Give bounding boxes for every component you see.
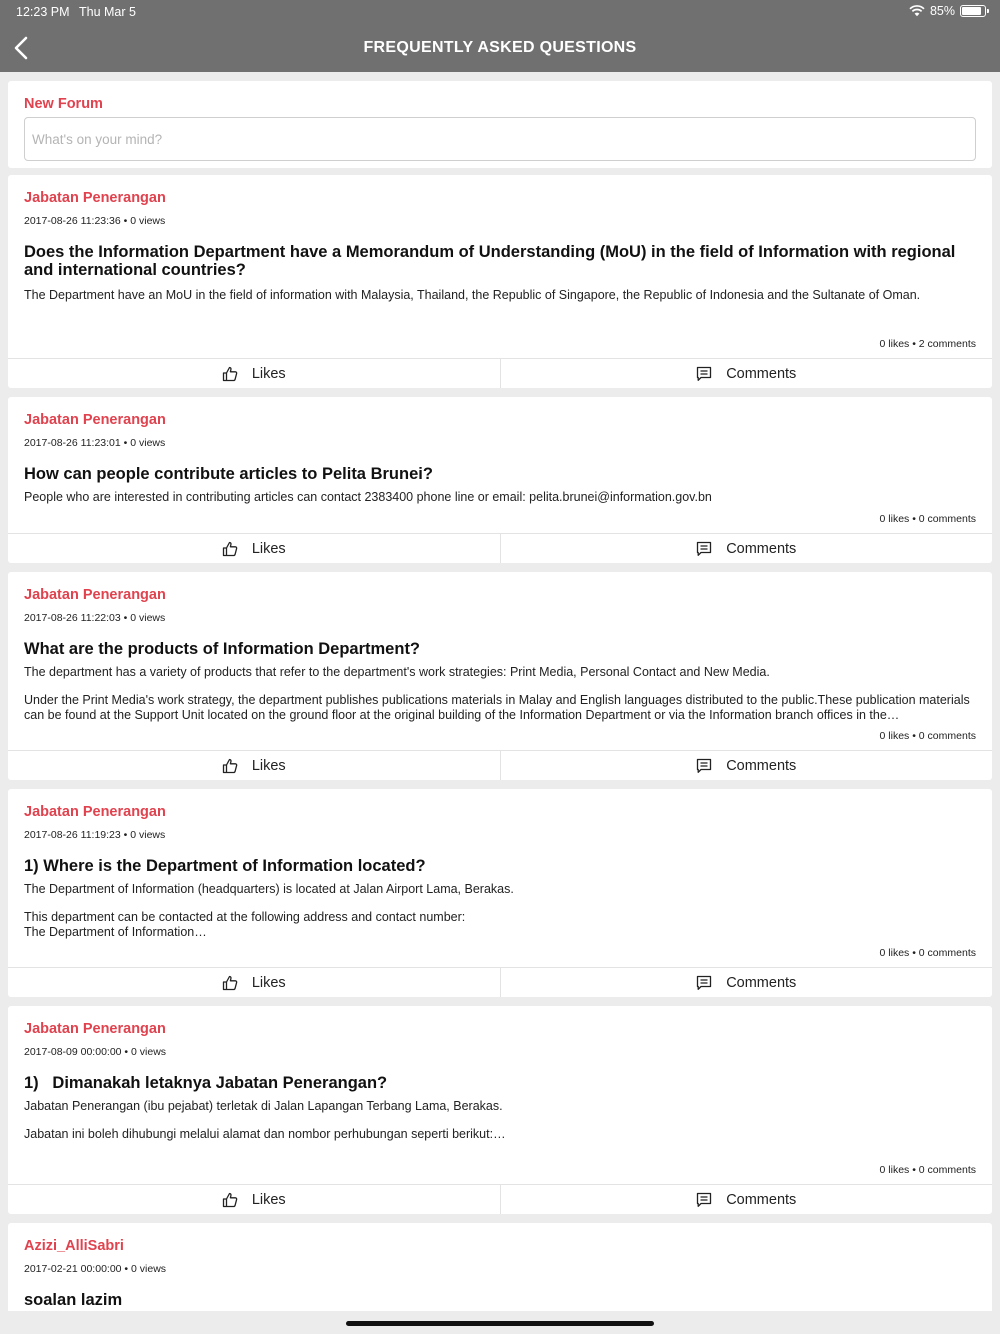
comment-button-label: Comments — [726, 974, 797, 991]
comment-button-label: Comments — [726, 365, 797, 382]
wifi-icon — [909, 5, 925, 17]
post-body-paragraph: Jabatan ini boleh dihubungi melalui alamat dan nombor perhubungan seperti berikut:… — [24, 1127, 506, 1141]
post-meta: 2017-08-26 11:23:36 • 0 views — [24, 215, 166, 227]
like-button[interactable] — [8, 968, 500, 997]
post-title[interactable]: 1) Dimanakah letaknya Jabatan Penerangan? — [24, 1074, 388, 1092]
post-stats: 0 likes • 0 comments — [879, 947, 976, 959]
forum-post[interactable] — [8, 175, 992, 388]
battery-percent: 85% — [929, 4, 955, 18]
status-time: 12:23 PM — [16, 5, 70, 19]
comment-button[interactable] — [500, 751, 993, 780]
post-author[interactable]: Jabatan Penerangan — [24, 190, 166, 206]
status-indicators — [909, 4, 986, 18]
comment-button-label: Comments — [726, 757, 797, 774]
comment-button[interactable] — [500, 534, 993, 563]
post-stats: 0 likes • 0 comments — [879, 730, 976, 742]
page-title: FREQUENTLY ASKED QUESTIONS — [363, 39, 637, 56]
comment-button-label: Comments — [726, 1191, 797, 1208]
post-author[interactable]: Azizi_AlliSabri — [24, 1238, 124, 1254]
post-title[interactable]: soalan lazim — [24, 1291, 123, 1309]
like-button-label: Likes — [251, 974, 286, 991]
post-stats: 0 likes • 2 comments — [879, 338, 976, 350]
like-button-label: Likes — [251, 1191, 286, 1208]
post-body-paragraph: The Department have an MoU in the field of information with Malaysia, Thailand, the Republic of Singapore, the Republic of Indonesia and the Sultanate of Oman. — [24, 288, 921, 302]
post-meta: 2017-02-21 00:00:00 • 0 views — [24, 1263, 167, 1275]
post-body-paragraph: People who are interested in contributing articles can contact 2383400 phone line or email: pelita.brunei@information.gov.bn — [24, 490, 712, 504]
like-button[interactable] — [8, 359, 500, 388]
post-title[interactable]: What are the products of Information Department? — [24, 640, 421, 658]
battery-icon — [960, 5, 986, 17]
post-actions — [8, 967, 992, 997]
status-date: Thu Mar 5 — [79, 5, 136, 19]
post-body — [24, 1099, 976, 1142]
post-body — [24, 490, 976, 505]
post-meta: 2017-08-26 11:22:03 • 0 views — [24, 612, 166, 624]
post-author[interactable]: Jabatan Penerangan — [24, 1021, 166, 1037]
post-body-paragraph: Jabatan Penerangan (ibu pejabat) terletak di Jalan Lapangan Terbang Lama, Berakas. — [24, 1099, 503, 1113]
post-actions — [8, 750, 992, 780]
post-author[interactable]: Jabatan Penerangan — [24, 412, 166, 428]
new-forum-input[interactable] — [24, 117, 976, 161]
home-indicator — [346, 1321, 654, 1326]
post-meta: 2017-08-09 00:00:00 • 0 views — [24, 1046, 167, 1058]
post-body — [24, 288, 976, 303]
post-body-paragraph: This department can be contacted at the following address and contact number: — [24, 910, 466, 924]
top-bar — [0, 0, 1000, 72]
post-title[interactable]: 1) Where is the Department of Information located? — [24, 857, 426, 875]
post-author[interactable]: Jabatan Penerangan — [24, 587, 166, 603]
post-title[interactable]: Does the Information Department have a Memorandum of Understanding (MoU) in the field of Information with regional and international countries? — [24, 243, 956, 279]
post-body-paragraph: The Department of Information (headquarters) is located at Jalan Airport Lama, Berakas. — [24, 882, 514, 896]
post-title[interactable]: How can people contribute articles to Pelita Brunei? — [24, 465, 433, 483]
forum-post[interactable] — [8, 397, 992, 563]
comment-button[interactable] — [500, 968, 993, 997]
comment-button[interactable] — [500, 1185, 993, 1214]
post-author[interactable]: Jabatan Penerangan — [24, 804, 166, 820]
post-actions — [8, 533, 992, 563]
forum-post[interactable] — [8, 1223, 992, 1311]
comment-button[interactable] — [500, 359, 993, 388]
new-forum-card — [8, 81, 992, 168]
like-button-label: Likes — [251, 365, 286, 382]
comment-icon — [696, 975, 712, 991]
forum-post[interactable] — [8, 789, 992, 997]
new-forum-label: New Forum — [24, 96, 103, 112]
forum-post[interactable] — [8, 1006, 992, 1214]
post-stats: 0 likes • 0 comments — [879, 1164, 976, 1176]
post-body — [24, 665, 976, 722]
thumbs-up-icon — [222, 366, 238, 382]
thumbs-up-icon — [222, 1192, 238, 1208]
post-meta: 2017-08-26 11:23:01 • 0 views — [24, 437, 166, 449]
comment-icon — [696, 1192, 712, 1208]
thumbs-up-icon — [222, 975, 238, 991]
forum-post[interactable] — [8, 572, 992, 780]
comment-button-label: Comments — [726, 540, 797, 557]
post-body-paragraph: The Department of Information… — [24, 924, 207, 939]
post-stats: 0 likes • 0 comments — [879, 513, 976, 525]
comment-icon — [696, 758, 712, 774]
comment-icon — [696, 541, 712, 557]
comment-icon — [696, 366, 712, 382]
post-body — [24, 882, 976, 939]
post-actions — [8, 358, 992, 388]
thumbs-up-icon — [222, 758, 238, 774]
post-actions — [8, 1184, 992, 1214]
like-button[interactable] — [8, 1185, 500, 1214]
like-button-label: Likes — [251, 540, 286, 557]
like-button[interactable] — [8, 751, 500, 780]
like-button[interactable] — [8, 534, 500, 563]
post-meta: 2017-08-26 11:19:23 • 0 views — [24, 829, 166, 841]
like-button-label: Likes — [251, 757, 286, 774]
post-body-paragraph: The department has a variety of products that refer to the department's work strategies: Print Media, Personal Contact and New Media. — [24, 665, 770, 679]
thumbs-up-icon — [222, 541, 238, 557]
post-body-paragraph: Under the Print Media's work strategy, the department publishes publications materials in Malay and English languages distributed to the public.These publication materials can be found at the Support Unit located on the ground floor at the original building of the Information Department or via the Information branch offices in the… — [24, 693, 970, 722]
